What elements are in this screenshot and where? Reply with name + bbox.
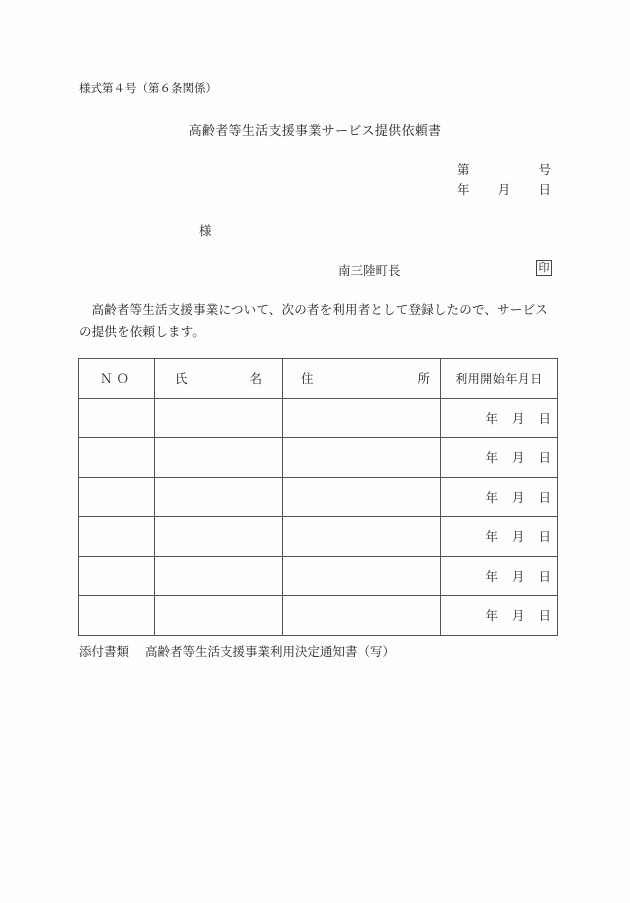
body-text: 高齢者等生活支援事業について、次の者を利用者として登録したので、サービスの提供を依頼します。 bbox=[79, 302, 548, 339]
table-header-row bbox=[79, 359, 558, 399]
attachment-value: 高齢者等生活支援事業利用決定通知書（写） bbox=[145, 644, 396, 659]
document-title: 高齢者等生活支援事業サービス提供依頼書 bbox=[188, 124, 442, 139]
date-day: 日 bbox=[538, 182, 551, 197]
header-address: 住 所 bbox=[283, 359, 441, 399]
attachment-line bbox=[79, 642, 395, 660]
cell-start-date[interactable]: 年 月 日 bbox=[441, 556, 558, 596]
date-year: 年 bbox=[457, 182, 470, 197]
cell-no[interactable] bbox=[79, 477, 155, 517]
cell-name[interactable] bbox=[155, 438, 283, 478]
cell-start-date[interactable]: 年 月 日 bbox=[441, 517, 558, 557]
cell-name[interactable] bbox=[155, 596, 283, 636]
cell-no[interactable] bbox=[79, 517, 155, 557]
seal-mark: 印 bbox=[536, 260, 552, 276]
cell-address[interactable] bbox=[283, 596, 441, 636]
doc-number-suffix: 号 bbox=[538, 162, 551, 177]
table-row bbox=[79, 477, 558, 517]
cell-name[interactable] bbox=[155, 398, 283, 438]
cell-address[interactable] bbox=[283, 398, 441, 438]
table-row bbox=[79, 517, 558, 557]
cell-start-date[interactable]: 年 月 日 bbox=[441, 398, 558, 438]
cell-address[interactable] bbox=[283, 438, 441, 478]
cell-name[interactable] bbox=[155, 556, 283, 596]
addressee-suffix: 様 bbox=[199, 223, 212, 238]
cell-address[interactable] bbox=[283, 477, 441, 517]
form-number: 様式第４号（第６条関係） bbox=[79, 81, 217, 95]
date-month: 月 bbox=[497, 182, 511, 197]
cell-no[interactable] bbox=[79, 398, 155, 438]
table-row bbox=[79, 398, 558, 438]
cell-name[interactable] bbox=[155, 477, 283, 517]
cell-name[interactable] bbox=[155, 517, 283, 557]
cell-address[interactable] bbox=[283, 556, 441, 596]
doc-number-prefix: 第 bbox=[457, 162, 470, 177]
issue-date bbox=[457, 180, 551, 198]
cell-start-date[interactable]: 年 月 日 bbox=[441, 596, 558, 636]
attachment-label: 添付書類 bbox=[79, 644, 130, 659]
header-name: 氏 名 bbox=[155, 359, 283, 399]
sender-name: 南三陸町長 bbox=[338, 263, 401, 278]
table-row bbox=[79, 438, 558, 478]
document-number bbox=[457, 160, 551, 178]
header-no: ＮＯ bbox=[79, 359, 155, 399]
table-row bbox=[79, 556, 558, 596]
cell-no[interactable] bbox=[79, 438, 155, 478]
cell-address[interactable] bbox=[283, 517, 441, 557]
cell-no[interactable] bbox=[79, 556, 155, 596]
cell-start-date[interactable]: 年 月 日 bbox=[441, 438, 558, 478]
registrant-table bbox=[78, 358, 558, 636]
table-row bbox=[79, 596, 558, 636]
header-start-date: 利用開始年月日 bbox=[441, 359, 558, 399]
cell-start-date[interactable]: 年 月 日 bbox=[441, 477, 558, 517]
cell-no[interactable] bbox=[79, 596, 155, 636]
